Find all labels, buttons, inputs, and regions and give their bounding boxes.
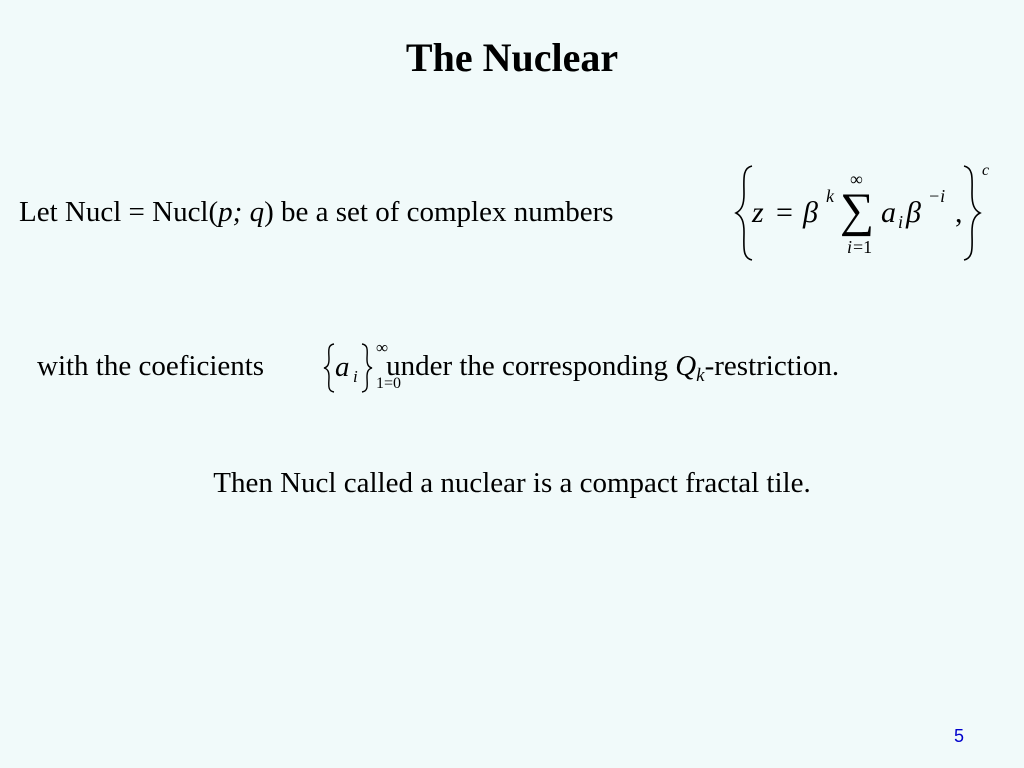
left-brace — [736, 166, 752, 260]
set-formula — [730, 158, 1000, 268]
slide-title: The Nuclear — [405, 35, 619, 80]
formula-equals: = — [776, 196, 793, 229]
formula-complement: c — [982, 162, 990, 179]
formula-a-sub: i — [898, 212, 904, 232]
formula-beta2-exp: −i — [928, 186, 946, 206]
formula-a: a — [881, 196, 896, 229]
formula-beta: β — [803, 196, 818, 229]
line1-suffix: ) be a set of complex numbers — [264, 196, 614, 228]
formula-z: z — [752, 196, 764, 229]
coefficients-text — [37, 348, 839, 388]
line2-k: k — [696, 365, 705, 386]
conclusion-text: Then Nucl called a nuclear is a compact fractal tile. — [213, 467, 811, 499]
line1-params: p; q — [218, 196, 265, 228]
formula-beta2: β — [906, 196, 921, 229]
line2-Q: Q — [675, 350, 697, 382]
line2-prefix: with the coeficients — [37, 350, 265, 382]
seq-left-brace — [324, 344, 334, 392]
line2-suffix: -restriction. — [704, 350, 840, 382]
right-brace — [964, 166, 980, 260]
coefficient-sequence-formula — [318, 338, 413, 398]
line2-middle: under the corresponding — [386, 350, 676, 382]
seq-right-brace — [362, 344, 372, 392]
seq-a: a — [335, 351, 350, 383]
page-number: 5 — [953, 726, 964, 746]
formula-sum: ∑ — [840, 184, 875, 237]
formula-beta-exp: k — [826, 186, 834, 206]
nucl-definition-text — [19, 194, 614, 230]
formula-lower-i: i — [847, 237, 853, 257]
seq-sub: i — [353, 367, 358, 386]
formula-lower-rest: =1 — [853, 237, 873, 257]
formula-infinity: ∞ — [850, 169, 863, 189]
seq-lower: 1=0 — [376, 375, 402, 392]
line1-prefix: Let Nucl = Nucl( — [19, 196, 219, 228]
seq-upper: ∞ — [376, 338, 389, 357]
formula-comma: , — [955, 196, 963, 229]
